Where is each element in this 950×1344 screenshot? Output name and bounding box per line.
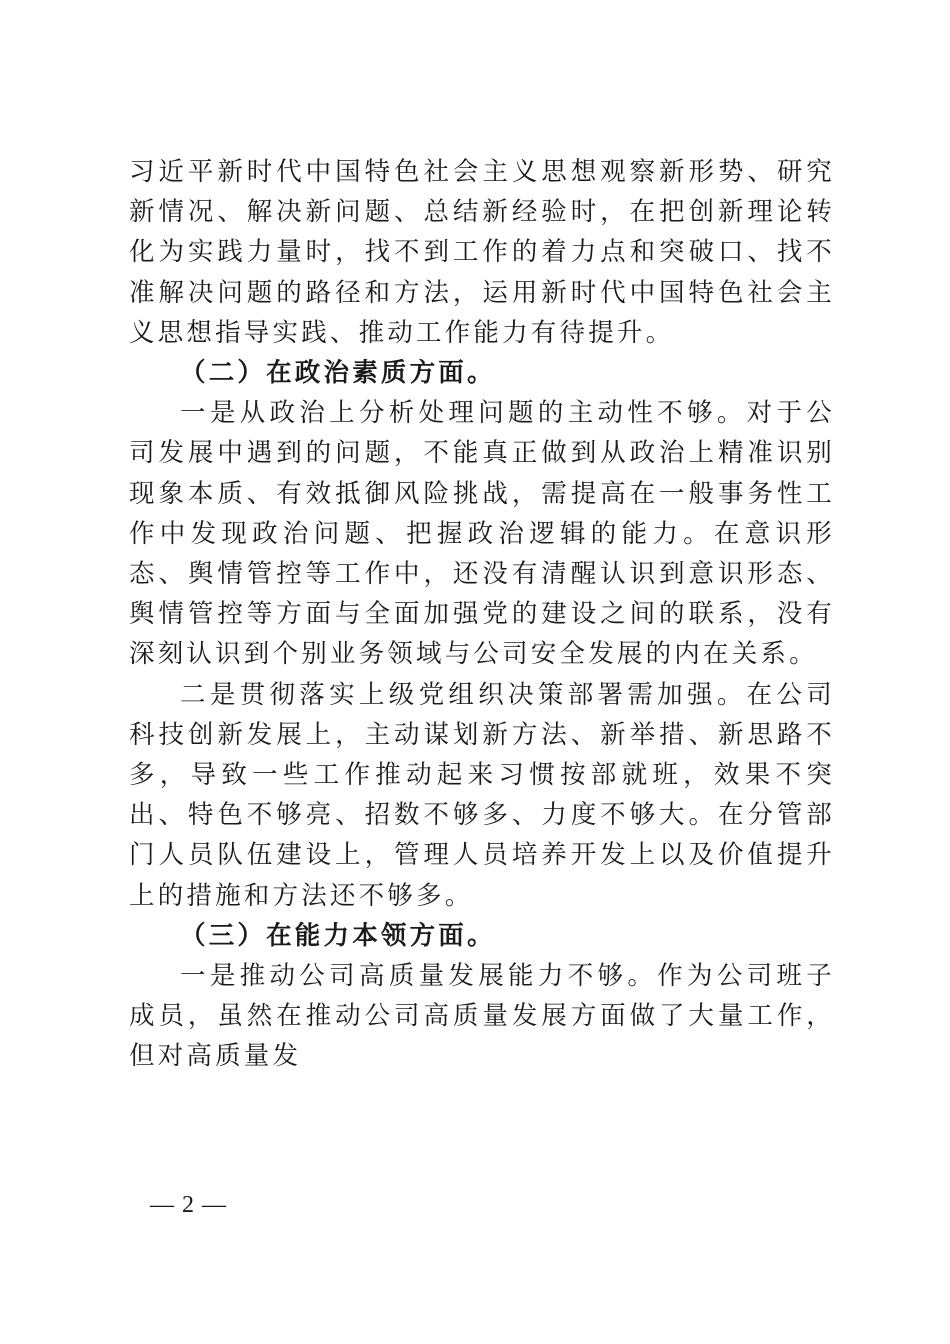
document-body	[129, 152, 835, 1077]
paragraph-continuation: 习近平新时代中国特色社会主义思想观察新形势、研究新情况、解决新问题、总结新经验时，在把创新理论转化为实践力量时，找不到工作的着力点和突破口、找不准解决问题的路径和方法，运用新时代中国特色社会主义思想指导实践、推动工作能力有待提升。	[129, 157, 835, 348]
section-heading-ability: （三）在能力本领方面。	[180, 920, 496, 951]
paragraph-political-analysis: 一是从政治上分析处理问题的主动性不够。对于公司发展中遇到的问题，不能真正做到从政治上精准识别现象本质、有效抵御风险挑战，需提高在一般事务性工作中发现政治问题、把握政治逻辑的能力。在意识形态、舆情管控等工作中，还没有清醒认识到意识形态、舆情管控等方面与全面加强党的建设之间的联系，没有深刻认识到个别业务领域与公司安全发展的内在关系。	[129, 398, 835, 670]
paragraph-high-quality-development: 一是推动公司高质量发展能力不够。作为公司班子成员，虽然在推动公司高质量发展方面做了大量工作，但对高质量发	[129, 961, 835, 1072]
page-number: — 2 —	[150, 1192, 227, 1218]
section-heading-political-quality: （二）在政治素质方面。	[180, 358, 496, 389]
paragraph-implementation: 二是贯彻落实上级党组织决策部署需加强。在公司科技创新发展上，主动谋划新方法、新举措、新思路不多，导致一些工作推动起来习惯按部就班，效果不突出、特色不够亮、招数不够多、力度不够大。在分管部门人员队伍建设上，管理人员培养开发上以及价值提升上的措施和方法还不够多。	[129, 679, 835, 911]
